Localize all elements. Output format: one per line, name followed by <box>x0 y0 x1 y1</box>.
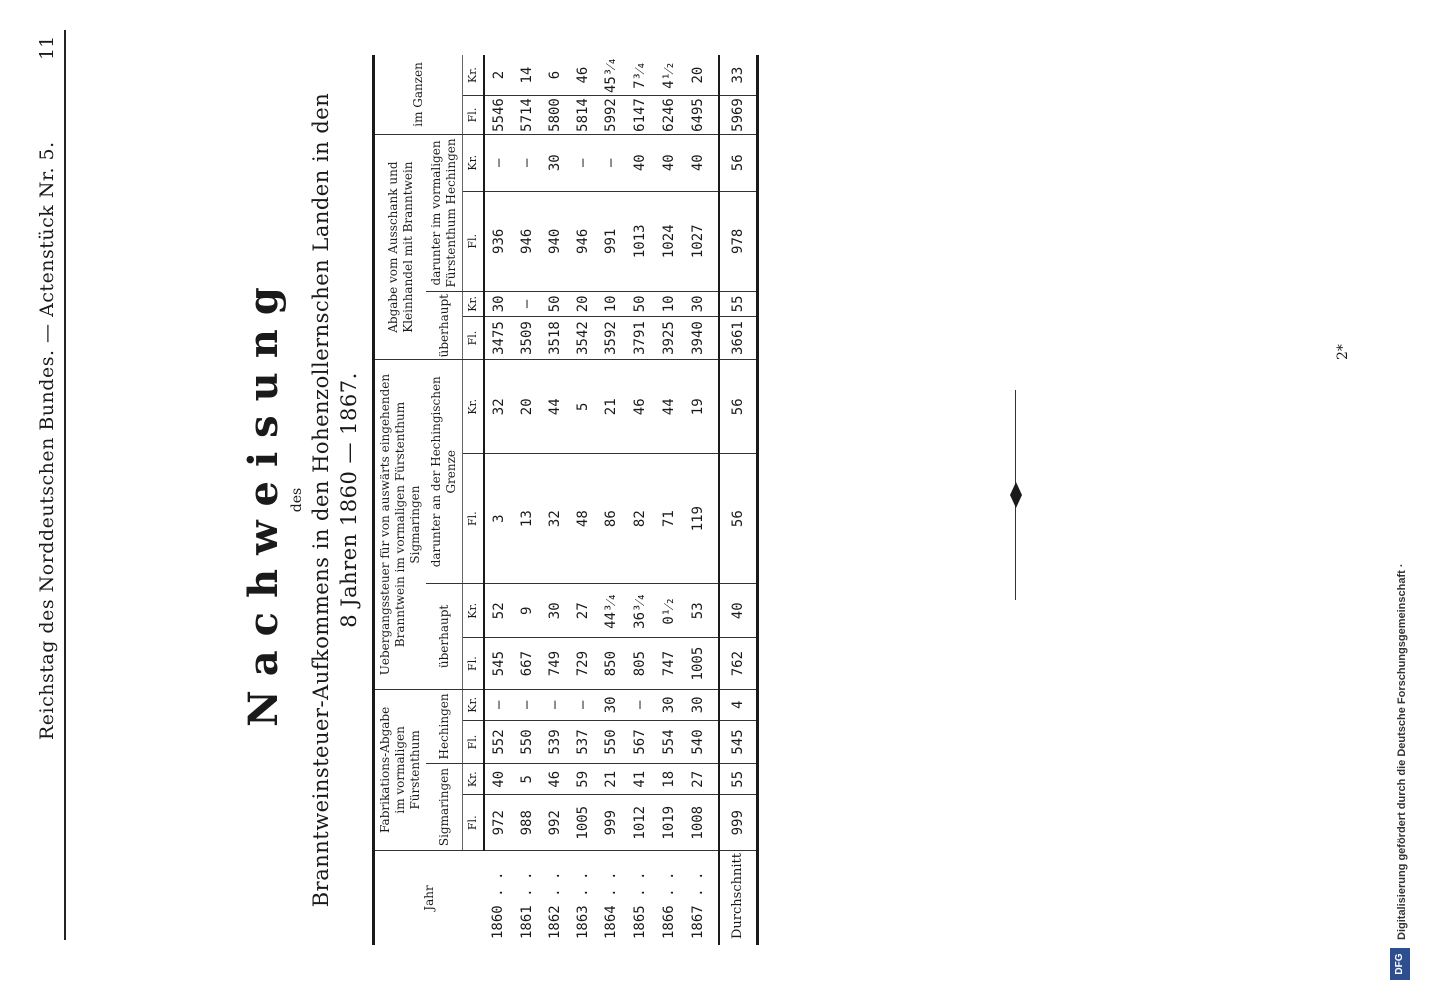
cell-sig-fl: 999 <box>597 795 626 851</box>
cell-ueb-fl: 729 <box>569 638 597 689</box>
cell-ueb-kr: 30 <box>541 584 569 638</box>
cell-sig-kr: 27 <box>684 764 719 795</box>
cell-ausH-kr: — <box>597 134 626 191</box>
running-head <box>0 0 80 1000</box>
cell-year: 1863 . . <box>574 871 591 939</box>
unit-fl: Fl. <box>463 454 484 584</box>
cell-hech-kr: — <box>513 689 541 720</box>
cell-aus-fl: 3509 <box>513 316 541 360</box>
cell-aus-kr: 30 <box>684 292 719 317</box>
cell-year: 1860 . . <box>490 871 507 939</box>
ornament-divider <box>1010 390 1022 600</box>
cell-sig-fl: 992 <box>541 795 569 851</box>
cell-ges-kr: 45³⁄₄ <box>597 55 626 96</box>
cell-ueb-kr: 0¹⁄₂ <box>655 584 684 638</box>
cell-aus-fl: 3791 <box>626 316 655 360</box>
cell-hech-fl: 537 <box>569 720 597 763</box>
cell-grenz-kr: 21 <box>597 360 626 454</box>
digitization-note-text: Digitalisierung gefördert durch die Deutsche Forschungsgemeinschaft · <box>1396 563 1408 940</box>
cell-grenz-kr: 46 <box>626 360 655 454</box>
cell-aus-fl: 3542 <box>569 316 597 360</box>
cell-ueb-fl: 805 <box>626 638 655 689</box>
cell-ausH-fl: 946 <box>569 191 597 291</box>
cell-grenz-fl: 56 <box>719 454 758 584</box>
cell-ueb-kr: 44³⁄₄ <box>597 584 626 638</box>
cell-ges-fl: 5800 <box>541 96 569 135</box>
cell-sig-fl: 999 <box>719 795 758 851</box>
cell-grenz-kr: 20 <box>513 360 541 454</box>
header-darunter-hechingen: darunter im vormaligen Fürstenthum Hechingen <box>426 134 463 291</box>
cell-year: 1867 . . <box>689 871 706 939</box>
cell-ausH-kr: 56 <box>719 134 758 191</box>
cell-grenz-kr: 56 <box>719 360 758 454</box>
cell-ueb-fl: 749 <box>541 638 569 689</box>
cell-ueb-kr: 27 <box>569 584 597 638</box>
unit-kr: Kr. <box>463 689 484 720</box>
cell-grenz-kr: 44 <box>541 360 569 454</box>
cell-ausH-fl: 1027 <box>684 191 719 291</box>
dfg-logo-icon: DFG <box>1390 948 1410 980</box>
document-title: Nachweisung <box>240 273 287 727</box>
header-ausschank: Abgabe vom Ausschank und Kleinhandel mit Branntwein <box>374 134 427 360</box>
page-number: 11 <box>36 35 58 60</box>
cell-grenz-kr: 19 <box>684 360 719 454</box>
cell-ausH-fl: 1013 <box>626 191 655 291</box>
table-row <box>597 55 626 945</box>
cell-hech-fl: 545 <box>719 720 758 763</box>
cell-year: 1861 . . <box>518 871 535 939</box>
folio-mark: 2* <box>1335 344 1351 360</box>
cell-average-label: Durchschnitt <box>719 851 758 945</box>
cell-ausH-kr: 40 <box>655 134 684 191</box>
title-connector: des <box>289 487 305 513</box>
cell-sig-fl: 972 <box>484 795 513 851</box>
header-uebergang: Uebergangssteuer für von auswärts eingehenden Branntwein im vormaligen Fürstenthum Sigmaringen <box>374 360 427 689</box>
cell-ges-kr: 2 <box>484 55 513 96</box>
header-sigmaringen: Sigmaringen <box>426 764 463 851</box>
cell-grenz-fl: 48 <box>569 454 597 584</box>
table-row <box>484 55 513 945</box>
header-im-ganzen: im Ganzen <box>374 55 463 134</box>
table-row <box>513 55 541 945</box>
unit-fl: Fl. <box>463 795 484 851</box>
cell-grenz-fl: 82 <box>626 454 655 584</box>
header-rule <box>64 30 66 940</box>
cell-sig-kr: 40 <box>484 764 513 795</box>
cell-ges-fl: 6147 <box>626 96 655 135</box>
cell-ges-kr: 33 <box>719 55 758 96</box>
cell-sig-fl: 1012 <box>626 795 655 851</box>
table-row <box>655 55 684 945</box>
cell-sig-kr: 21 <box>597 764 626 795</box>
average-row <box>719 55 758 945</box>
unit-fl: Fl. <box>463 720 484 763</box>
cell-ueb-kr: 9 <box>513 584 541 638</box>
unit-kr: Kr. <box>463 134 484 191</box>
cell-ausH-fl: 991 <box>597 191 626 291</box>
cell-sig-kr: 18 <box>655 764 684 795</box>
unit-fl: Fl. <box>463 191 484 291</box>
cell-hech-kr: 30 <box>655 689 684 720</box>
cell-ausH-fl: 1024 <box>655 191 684 291</box>
cell-grenz-kr: 44 <box>655 360 684 454</box>
cell-ausH-kr: 40 <box>684 134 719 191</box>
cell-sig-kr: 5 <box>513 764 541 795</box>
cell-hech-fl: 539 <box>541 720 569 763</box>
unit-kr: Kr. <box>463 764 484 795</box>
header-row-1 <box>374 55 427 945</box>
cell-hech-kr: 30 <box>684 689 719 720</box>
cell-hech-kr: 30 <box>597 689 626 720</box>
cell-ges-fl: 5969 <box>719 96 758 135</box>
cell-ueb-fl: 667 <box>513 638 541 689</box>
document-subtitle: Branntweinsteuer-Aufkommens in den Hohenzollernschen Landen in den <box>309 92 333 908</box>
unit-row <box>463 55 484 945</box>
cell-ges-kr: 7³⁄₄ <box>626 55 655 96</box>
cell-ausH-kr: — <box>484 134 513 191</box>
cell-ausH-kr: 30 <box>541 134 569 191</box>
cell-ges-fl: 5992 <box>597 96 626 135</box>
cell-sig-fl: 1019 <box>655 795 684 851</box>
table-row <box>569 55 597 945</box>
cell-sig-fl: 988 <box>513 795 541 851</box>
cell-hech-fl: 550 <box>513 720 541 763</box>
cell-sig-fl: 1005 <box>569 795 597 851</box>
cell-grenz-fl: 13 <box>513 454 541 584</box>
cell-grenz-fl: 32 <box>541 454 569 584</box>
cell-ausH-kr: — <box>513 134 541 191</box>
cell-aus-fl: 3661 <box>719 316 758 360</box>
cell-aus-kr: 20 <box>569 292 597 317</box>
cell-hech-fl: 554 <box>655 720 684 763</box>
cell-hech-kr: — <box>484 689 513 720</box>
table-body <box>484 55 719 945</box>
cell-ausH-fl: 946 <box>513 191 541 291</box>
cell-ausH-fl: 940 <box>541 191 569 291</box>
cell-aus-kr: 55 <box>719 292 758 317</box>
unit-fl: Fl. <box>463 316 484 360</box>
cell-aus-fl: 3940 <box>684 316 719 360</box>
ornament-diamond-icon <box>1010 482 1022 508</box>
cell-ges-fl: 6495 <box>684 96 719 135</box>
cell-ausH-kr: — <box>569 134 597 191</box>
cell-ausH-kr: 40 <box>626 134 655 191</box>
cell-ueb-fl: 1005 <box>684 638 719 689</box>
statistics-table-wrap <box>372 55 759 945</box>
cell-ges-fl: 5546 <box>484 96 513 135</box>
cell-ueb-fl: 747 <box>655 638 684 689</box>
cell-ges-kr: 46 <box>569 55 597 96</box>
cell-year: 1866 . . <box>661 871 678 939</box>
cell-ges-kr: 14 <box>513 55 541 96</box>
cell-sig-fl: 1008 <box>684 795 719 851</box>
cell-ueb-kr: 40 <box>719 584 758 638</box>
cell-hech-kr: 4 <box>719 689 758 720</box>
header-hechingen: Hechingen <box>426 689 463 763</box>
cell-hech-fl: 567 <box>626 720 655 763</box>
cell-aus-fl: 3925 <box>655 316 684 360</box>
table-row <box>626 55 655 945</box>
header-fabrikation-title: Fabrikations-Abgabe <box>378 706 392 833</box>
cell-hech-fl: 552 <box>484 720 513 763</box>
cell-aus-fl: 3592 <box>597 316 626 360</box>
unit-fl: Fl. <box>463 638 484 689</box>
cell-ausH-fl: 978 <box>719 191 758 291</box>
header-fabrikation <box>374 689 427 850</box>
cell-aus-fl: 3518 <box>541 316 569 360</box>
cell-aus-kr: 50 <box>541 292 569 317</box>
cell-aus-kr: 50 <box>626 292 655 317</box>
cell-grenz-kr: 32 <box>484 360 513 454</box>
header-darunter-grenze: darunter an der Hechingischen Grenze <box>426 360 463 584</box>
cell-ges-kr: 4¹⁄₂ <box>655 55 684 96</box>
cell-aus-kr: 30 <box>484 292 513 317</box>
cell-grenz-fl: 71 <box>655 454 684 584</box>
cell-year: 1864 . . <box>603 871 620 939</box>
header-aus-ueberhaupt: überhaupt <box>426 292 463 360</box>
table-row <box>541 55 569 945</box>
cell-ueb-kr: 36³⁄₄ <box>626 584 655 638</box>
cell-year: 1865 . . <box>632 871 649 939</box>
cell-ausH-fl: 936 <box>484 191 513 291</box>
cell-ueb-fl: 850 <box>597 638 626 689</box>
header-ueb-ueberhaupt: überhaupt <box>426 584 463 690</box>
cell-ges-kr: 20 <box>684 55 719 96</box>
cell-ges-kr: 6 <box>541 55 569 96</box>
title-block <box>240 0 361 1000</box>
cell-grenz-fl: 86 <box>597 454 626 584</box>
cell-hech-fl: 540 <box>684 720 719 763</box>
cell-grenz-kr: 5 <box>569 360 597 454</box>
cell-sig-kr: 59 <box>569 764 597 795</box>
cell-hech-fl: 550 <box>597 720 626 763</box>
cell-sig-kr: 46 <box>541 764 569 795</box>
cell-aus-kr: — <box>513 292 541 317</box>
unit-fl: Fl. <box>463 96 484 135</box>
running-head-text: Reichstag des Norddeutschen Bundes. — Actenstück Nr. 5. <box>36 141 58 740</box>
cell-aus-fl: 3475 <box>484 316 513 360</box>
cell-ueb-kr: 53 <box>684 584 719 638</box>
cell-ueb-fl: 762 <box>719 638 758 689</box>
header-fabrikation-sub: im vormaligen Fürstenthum <box>393 726 422 814</box>
unit-kr: Kr. <box>463 55 484 96</box>
cell-grenz-fl: 119 <box>684 454 719 584</box>
header-year: Jahr <box>374 851 484 945</box>
cell-ges-fl: 5814 <box>569 96 597 135</box>
statistics-table <box>372 55 759 945</box>
table-row <box>684 55 719 945</box>
document-years: 8 Jahren 1860 — 1867. <box>337 372 361 628</box>
unit-kr: Kr. <box>463 292 484 317</box>
cell-hech-kr: — <box>569 689 597 720</box>
cell-grenz-fl: 3 <box>484 454 513 584</box>
cell-ges-fl: 5714 <box>513 96 541 135</box>
unit-kr: Kr. <box>463 584 484 638</box>
cell-year: 1862 . . <box>546 871 563 939</box>
cell-sig-kr: 41 <box>626 764 655 795</box>
cell-ueb-kr: 52 <box>484 584 513 638</box>
cell-ges-fl: 6246 <box>655 96 684 135</box>
unit-kr: Kr. <box>463 360 484 454</box>
cell-hech-kr: — <box>541 689 569 720</box>
cell-hech-kr: — <box>626 689 655 720</box>
digitization-note <box>1372 0 1432 1000</box>
cell-aus-kr: 10 <box>655 292 684 317</box>
cell-ueb-fl: 545 <box>484 638 513 689</box>
cell-aus-kr: 10 <box>597 292 626 317</box>
cell-sig-kr: 55 <box>719 764 758 795</box>
